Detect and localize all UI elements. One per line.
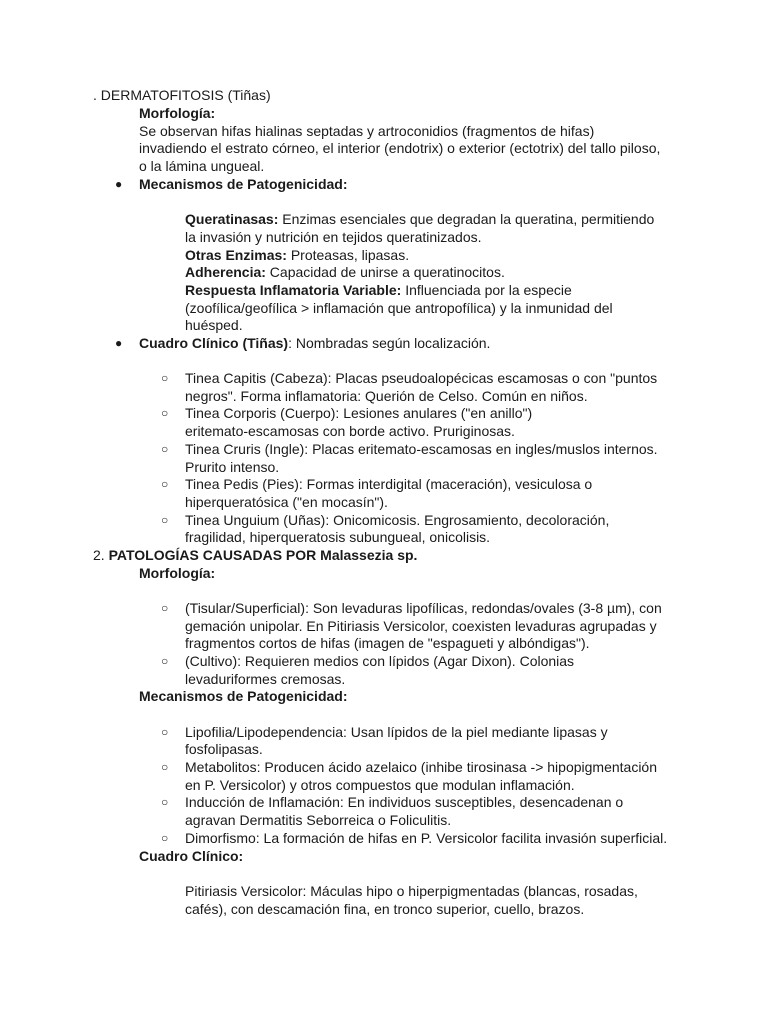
- cuadro-clinico-tinas: Cuadro Clínico (Tiñas): Nombradas según localización.: [139, 335, 491, 351]
- respuesta-line: Respuesta Inflamatoria Variable: Influenciada por la especie: [185, 282, 572, 298]
- mecanismos-label-2: Mecanismos de Patogenicidad:: [139, 688, 348, 704]
- circle-bullet-icon: ○: [161, 654, 169, 668]
- section-1-heading: . DERMATOFITOSIS (Tiñas): [93, 87, 271, 103]
- tinea-unguium-2: fragilidad, hiperqueratosis subungueal, onicolisis.: [185, 529, 491, 545]
- queratinasas-line-2: la invasión y nutrición en tejidos queratinizados.: [185, 229, 482, 245]
- circle-bullet-icon: ○: [161, 601, 169, 615]
- tinea-capitis-2: negros". Forma inflamatoria: Querión de Celso. Común en niños.: [185, 388, 588, 404]
- tinea-cruris-2: Prurito intenso.: [185, 459, 280, 475]
- mecanismos-label: Mecanismos de Patogenicidad:: [139, 176, 348, 192]
- circle-bullet-icon: ○: [161, 442, 169, 456]
- metabolitos-1: Metabolitos: Producen ácido azelaico (inhibe tirosinasa -> hipopigmentación: [185, 759, 658, 775]
- induccion-1: Inducción de Inflamación: En individuos susceptibles, desencadenan o: [185, 794, 624, 810]
- tinea-corporis-1: Tinea Corporis (Cuerpo): Lesiones anulares ("en anillo"): [185, 405, 533, 421]
- bullet-icon: ●: [115, 336, 123, 350]
- tinea-capitis-1: Tinea Capitis (Cabeza): Placas pseudoalopécicas escamosas o con "puntos: [185, 370, 658, 386]
- queratinasas-line: Queratinasas: Enzimas esenciales que degradan la queratina, permitiendo: [185, 211, 655, 227]
- pitiriasis-2: cafés), con descamación fina, en tronco superior, cuello, brazos.: [185, 901, 585, 917]
- tinea-corporis-2: eritemato-escamosas con borde activo. Pruriginosas.: [185, 423, 515, 439]
- dimorfismo-1: Dimorfismo: La formación de hifas en P. Versicolor facilita invasión superficial.: [185, 830, 668, 846]
- morfologia-tisular-1: (Tisular/Superficial): Son levaduras lipofílicas, redondas/ovales (3-8 µm), con: [185, 600, 662, 616]
- morfologia-cultivo-2: levaduriformes cremosas.: [185, 671, 346, 687]
- induccion-2: agravan Dermatitis Seborreica o Foliculitis.: [185, 812, 452, 828]
- lipofilia-2: fosfolipasas.: [185, 741, 263, 757]
- tinea-unguium-1: Tinea Unguium (Uñas): Onicomicosis. Engrosamiento, decoloración,: [185, 512, 610, 528]
- tinea-pedis-2: hiperqueratósica ("en mocasín").: [185, 494, 388, 510]
- tinea-pedis-1: Tinea Pedis (Pies): Formas interdigital (maceración), vesiculosa o: [185, 476, 593, 492]
- tinea-cruris-1: Tinea Cruris (Ingle): Placas eritemato-escamosas en ingles/muslos internos.: [185, 441, 658, 457]
- morfologia-text-2: invadiendo el estrato córneo, el interior (endotrix) o exterior (ectotrix) del tallo piloso,: [139, 140, 661, 156]
- circle-bullet-icon: ○: [161, 371, 169, 385]
- lipofilia-1: Lipofilia/Lipodependencia: Usan lípidos de la piel mediante lipasas y: [185, 724, 608, 740]
- circle-bullet-icon: ○: [161, 725, 169, 739]
- respuesta-line-2: (zoofílica/geofílica > inflamación que antropofílica) y la inmunidad del: [185, 300, 613, 316]
- respuesta-line-3: huésped.: [185, 317, 243, 333]
- circle-bullet-icon: ○: [161, 513, 169, 527]
- morfologia-tisular-2: gemación unipolar. En Pitiriasis Versicolor, coexisten levaduras agrupadas y: [185, 618, 657, 634]
- otras-enzimas-line: Otras Enzimas: Proteasas, lipasas.: [185, 247, 410, 263]
- bullet-icon: ●: [115, 177, 123, 191]
- adherencia-line: Adherencia: Capacidad de unirse a queratinocitos.: [185, 264, 505, 280]
- circle-bullet-icon: ○: [161, 831, 169, 845]
- morfologia-label: Morfología:: [139, 105, 216, 121]
- circle-bullet-icon: ○: [161, 477, 169, 491]
- metabolitos-2: en P. Versicolor) y otros compuestos que modulan inflamación.: [185, 777, 575, 793]
- morfologia-text-1: Se observan hifas hialinas septadas y artroconidios (fragmentos de hifas): [139, 123, 595, 139]
- morfologia-label-2: Morfología:: [139, 565, 216, 581]
- cuadro-clinico-label-2: Cuadro Clínico:: [139, 848, 244, 864]
- morfologia-tisular-3: fragmentos cortos de hifas (imagen de "espagueti y albóndigas").: [185, 635, 590, 651]
- pitiriasis-1: Pitiriasis Versicolor: Máculas hipo o hiperpigmentadas (blancas, rosadas,: [185, 883, 638, 899]
- morfologia-cultivo-1: (Cultivo): Requieren medios con lípidos (Agar Dixon). Colonias: [185, 653, 575, 669]
- section-2-heading: 2. PATOLOGÍAS CAUSADAS POR Malassezia sp.: [93, 547, 418, 563]
- circle-bullet-icon: ○: [161, 406, 169, 420]
- morfologia-text-3: o la lámina ungueal.: [139, 158, 265, 174]
- circle-bullet-icon: ○: [161, 760, 169, 774]
- circle-bullet-icon: ○: [161, 795, 169, 809]
